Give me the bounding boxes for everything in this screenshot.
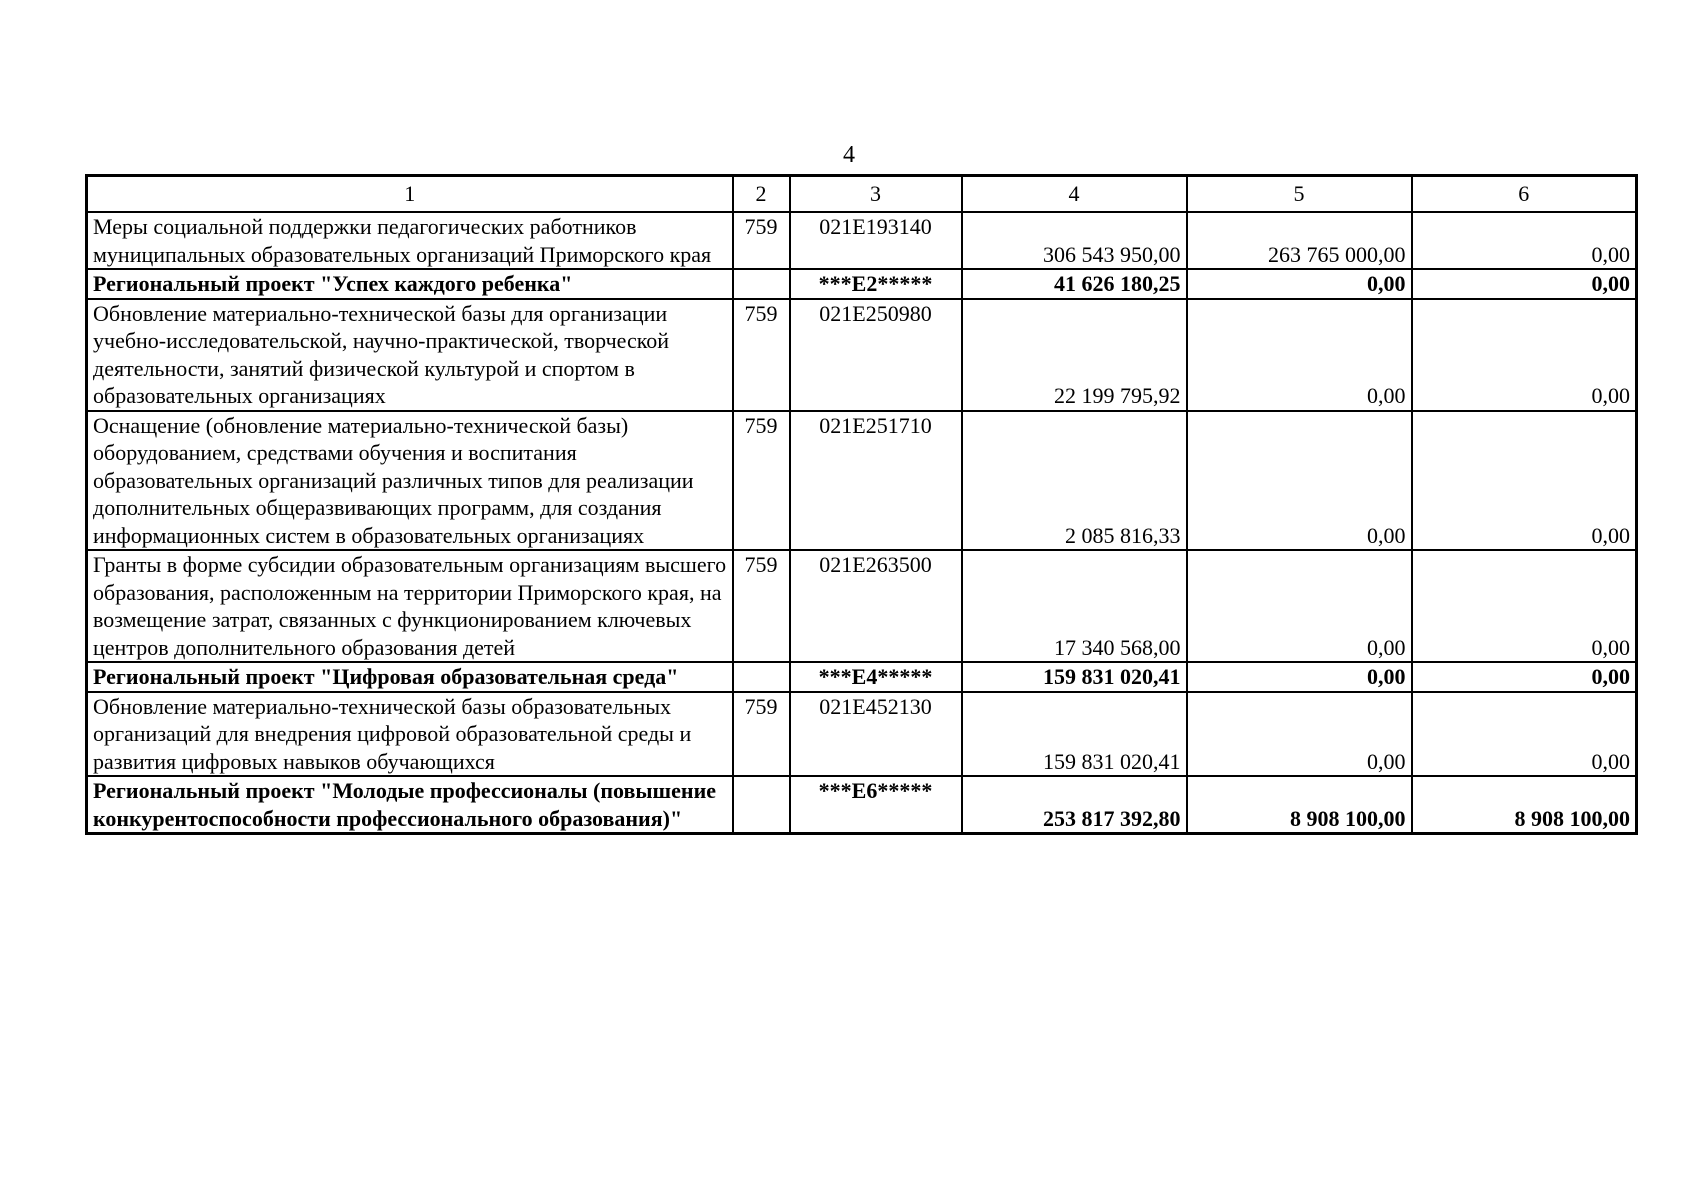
row-value-6: 0,00 [1412, 692, 1637, 777]
row-value-5: 0,00 [1187, 550, 1412, 662]
row-value-5: 0,00 [1187, 411, 1412, 551]
row-grbs: 759 [733, 212, 790, 269]
row-value-4: 159 831 020,41 [962, 692, 1187, 777]
row-value-6: 0,00 [1412, 269, 1637, 299]
row-grbs: 759 [733, 411, 790, 551]
row-value-6: 0,00 [1412, 411, 1637, 551]
table-row [87, 212, 1637, 269]
row-code: ***E4***** [790, 662, 962, 692]
row-code: 021E250980 [790, 299, 962, 411]
table-row [87, 550, 1637, 662]
row-code: ***E2***** [790, 269, 962, 299]
row-value-4: 22 199 795,92 [962, 299, 1187, 411]
row-code: 021E193140 [790, 212, 962, 269]
row-value-6: 0,00 [1412, 662, 1637, 692]
column-header: 2 [733, 176, 790, 213]
row-value-4: 306 543 950,00 [962, 212, 1187, 269]
row-name: Меры социальной поддержки педагогических работников муниципальных образовательных организаций Приморского края [87, 212, 733, 269]
row-code: 021E251710 [790, 411, 962, 551]
row-grbs [733, 776, 790, 834]
column-header: 1 [87, 176, 733, 213]
row-name: Региональный проект "Молодые профессионалы (повышение конкурентоспособности профессионального образования)" [87, 776, 733, 834]
budget-table [85, 174, 1638, 835]
row-value-5: 0,00 [1187, 662, 1412, 692]
column-header: 5 [1187, 176, 1412, 213]
row-name: Региональный проект "Успех каждого ребенка" [87, 269, 733, 299]
row-value-5: 0,00 [1187, 299, 1412, 411]
column-header: 3 [790, 176, 962, 213]
page-number: 4 [843, 142, 855, 168]
row-code: 021E263500 [790, 550, 962, 662]
row-grbs [733, 269, 790, 299]
row-value-6: 0,00 [1412, 550, 1637, 662]
table-row [87, 776, 1637, 834]
row-value-5: 0,00 [1187, 269, 1412, 299]
column-header: 4 [962, 176, 1187, 213]
table-row [87, 299, 1637, 411]
row-name: Обновление материально-технической базы для организации учебно-исследовательской, научно-практической, творческой деятельности, занятий физической культурой и спортом в образовательных организациях [87, 299, 733, 411]
row-value-5: 263 765 000,00 [1187, 212, 1412, 269]
column-header: 6 [1412, 176, 1637, 213]
row-name: Оснащение (обновление материально-технической базы) оборудованием, средствами обучения и воспитания образовательных организаций различных типов для реализации дополнительных общеразвивающих программ, для создания информационных систем в образовательных организациях [87, 411, 733, 551]
row-name: Региональный проект "Цифровая образовательная среда" [87, 662, 733, 692]
row-value-5: 8 908 100,00 [1187, 776, 1412, 834]
row-value-4: 17 340 568,00 [962, 550, 1187, 662]
table-row [87, 662, 1637, 692]
table-row [87, 692, 1637, 777]
row-value-4: 159 831 020,41 [962, 662, 1187, 692]
row-value-6: 0,00 [1412, 212, 1637, 269]
row-value-6: 8 908 100,00 [1412, 776, 1637, 834]
row-grbs: 759 [733, 550, 790, 662]
row-name: Гранты в форме субсидии образовательным организациям высшего образования, расположенным на территории Приморского края, на возмещение затрат, связанных с функционированием ключевых центров дополнительного образования детей [87, 550, 733, 662]
row-code: 021E452130 [790, 692, 962, 777]
row-grbs [733, 662, 790, 692]
row-value-4: 41 626 180,25 [962, 269, 1187, 299]
table-header-row [87, 176, 1637, 213]
row-grbs: 759 [733, 692, 790, 777]
table-row [87, 411, 1637, 551]
row-grbs: 759 [733, 299, 790, 411]
row-value-4: 253 817 392,80 [962, 776, 1187, 834]
row-code: ***E6***** [790, 776, 962, 834]
row-value-6: 0,00 [1412, 299, 1637, 411]
table-row [87, 269, 1637, 299]
row-value-4: 2 085 816,33 [962, 411, 1187, 551]
row-value-5: 0,00 [1187, 692, 1412, 777]
row-name: Обновление материально-технической базы образовательных организаций для внедрения цифровой образовательной среды и развития цифровых навыков обучающихся [87, 692, 733, 777]
